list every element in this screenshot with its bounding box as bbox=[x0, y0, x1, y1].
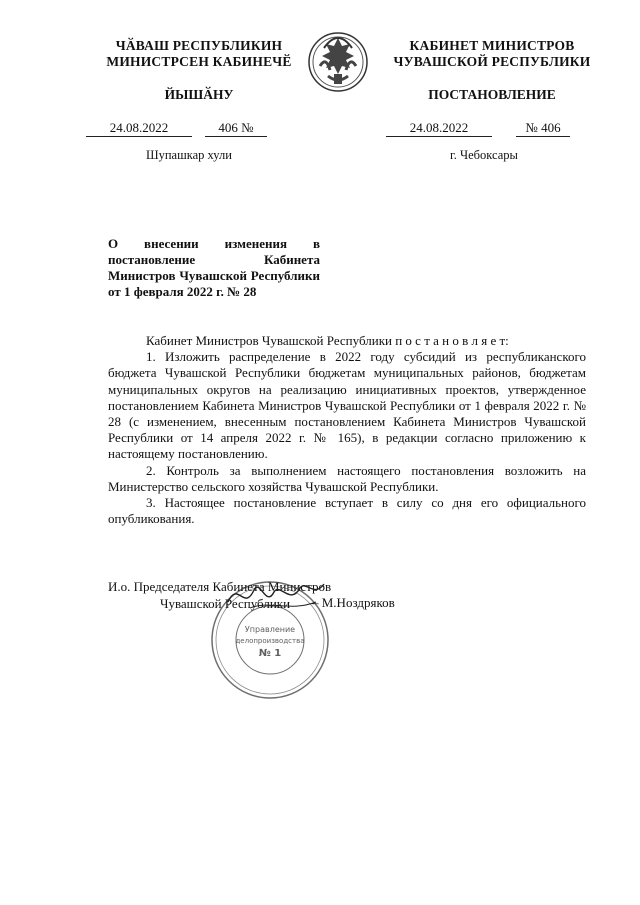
seal-line2: делопроизводства bbox=[235, 637, 305, 645]
body-paragraph-1: 1. Изложить распределение в 2022 году субсидий из республиканского бюджета Чувашской Республики бюджетам муниципальных районов, бюджетам муниципальных округов на реализацию инициативных проектов, утвержденное постановлением Кабинета Министров Чувашской Республики от 1 февраля 2022 г. № 28 (с изменением, внесенным постановлением Кабинета Министров Чувашской Республики от 14 апреля 2022 г. № 165), в редакции согласно приложению к настоящему постановлению. bbox=[108, 349, 586, 462]
registration-date-right: 24.08.2022 bbox=[386, 120, 492, 137]
body-paragraph-3: 3. Настоящее постановление вступает в силу со дня его официального опубликования. bbox=[108, 495, 586, 527]
header-left-line2: МИНИСТРСЕН КАБИНЕЧӖ bbox=[106, 54, 292, 69]
signature-position-line1: И.о. Председателя Кабинета Министров bbox=[108, 579, 332, 594]
header-right-russian bbox=[376, 38, 608, 70]
signature-position-line2: Чувашской Республики bbox=[160, 596, 291, 611]
chuvashia-emblem-icon bbox=[306, 26, 370, 94]
seal-line1: Управление bbox=[244, 625, 296, 634]
registration-date-left: 24.08.2022 bbox=[86, 120, 192, 137]
handwritten-signature-icon bbox=[220, 572, 330, 618]
registration-number-left: 406 № bbox=[205, 120, 267, 137]
body-intro: Кабинет Министров Чувашской Республики п о с т а н о в л я е т: bbox=[146, 333, 509, 348]
header-right-line1: КАБИНЕТ МИНИСТРОВ bbox=[409, 38, 575, 53]
document-title: О внесении изменения в постановление Кабинета Министров Чувашской Республики от 1 февраля 2022 г. № 28 bbox=[108, 236, 320, 299]
registration-number-right: № 406 bbox=[516, 120, 570, 137]
document-body bbox=[108, 333, 586, 527]
header-right-line2: ЧУВАШСКОЙ РЕСПУБЛИКИ bbox=[393, 54, 591, 69]
header-left-line1: ЧӐВАШ РЕСПУБЛИКИН bbox=[115, 38, 283, 53]
body-paragraph-2: 2. Контроль за выполнением настоящего постановления возложить на Министерство сельского хозяйства Чувашской Республики. bbox=[108, 462, 586, 494]
signatory-name: – М.Ноздряков bbox=[312, 595, 395, 610]
seal-line3: № 1 bbox=[258, 648, 282, 659]
doc-type-left: ЙЫШӐНУ bbox=[164, 87, 234, 102]
place-left: Шупашкар хули bbox=[146, 148, 232, 162]
doc-type-right: ПОСТАНОВЛЕНИЕ bbox=[428, 87, 556, 102]
header-left-chuvash bbox=[96, 38, 302, 70]
place-right: г. Чебоксары bbox=[450, 148, 518, 162]
